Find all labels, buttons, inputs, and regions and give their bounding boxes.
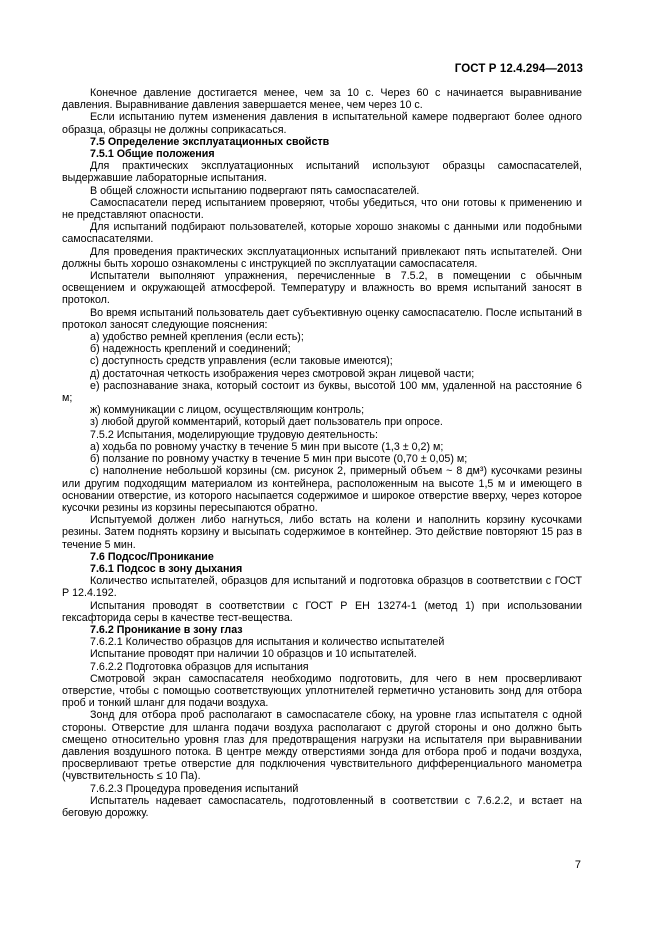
paragraph: с) наполнение небольшой корзины (см. рисунок 2, примерный объем ~ 8 дм³) кусочками резины или другим подходящим материалом из контейнера, расположенным на высоте 1,5 м и имеющего в основании отверстие, из которого насыпается содержимое и широкое отверстие вверху, через которое кусочки резины из корзины пересыпаются обратно. — [62, 465, 582, 514]
paragraph: Испытатели выполняют упражнения, перечисленные в 7.5.2, в помещении с обычным освещением и окружающей атмосферой. Температуру и влажность во время испытаний заносят в протокол. — [62, 270, 582, 307]
paragraph: Самоспасатели перед испытанием проверяют, чтобы убедиться, что они готовы к применению и не представляют опасности. — [62, 196, 582, 222]
paragraph: 7.6.2.1 Количество образцов для испытания и количество испытателей — [90, 636, 445, 649]
paragraph: Смотровой экран самоспасателя необходимо подготовить, для чего в нем просверливают отверстие, чтобы с помощью соответствующих уплотнителей герметично установить зонд для отбора проб и тонкий шланг для подачи воздуха. — [62, 672, 582, 710]
paragraph: В общей сложности испытанию подвергают пять самоспасателей. — [90, 184, 420, 197]
paragraph: Испытание проводят при наличии 10 образцов и 10 испытателей. — [90, 648, 417, 661]
paragraph: Количество испытателей, образцов для испытаний и подготовка образцов в соответствии с ГОСТ Р 12.4.192. — [62, 575, 582, 600]
section-heading: 7.6 Подсос/Проникание — [90, 550, 214, 563]
paragraph: б) ползание по ровному участку в течение 5 мин при высоте (0,70 ± 0,05) м; — [90, 453, 468, 466]
section-heading: 7.6.2 Проникание в зону глаз — [90, 623, 243, 636]
paragraph: Конечное давление достигается менее, чем за 10 с. Через 60 с начинается выравнивание давления. Выравнивание давления завершается менее, чем через 10 с. — [62, 87, 582, 112]
paragraph: ж) коммуникации с лицом, осуществляющим контроль; — [90, 404, 365, 417]
paragraph: 7.6.2.3 Процедура проведения испытаний — [90, 782, 299, 795]
paragraph: а) удобство ремней крепления (если есть); — [90, 331, 304, 344]
paragraph: Если испытанию путем изменения давления в испытательной камере подвергают более одного образца, образцы не должны соприкасаться. — [62, 111, 582, 136]
page-number: 7 — [574, 859, 581, 871]
paragraph: Испытания проводят в соответствии с ГОСТ Р ЕН 13274-1 (метод 1) при использовании гексафторида серы в качестве тест-вещества. — [62, 599, 582, 624]
section-heading: 7.5.1 Общие положения — [90, 148, 215, 161]
paragraph: 7.6.2.2 Подготовка образцов для испытания — [90, 660, 309, 673]
paragraph: 7.5.2 Испытания, моделирующие трудовую деятельность: — [90, 428, 378, 441]
paragraph: Для проведения практических эксплуатационных испытаний привлекают пять испытателей. Они должны быть хорошо ознакомлены с инструкцией по эксплуатации самоспасателя. — [62, 245, 582, 270]
section-heading: 7.5 Определение эксплуатационных свойств — [90, 135, 330, 148]
document-body — [62, 87, 582, 819]
section-heading: 7.6.1 Подсос в зону дыхания — [90, 562, 243, 575]
paragraph: д) достаточная четкость изображения через смотровой экран лицевой части; — [90, 367, 475, 380]
paragraph: з) любой другой комментарий, который дает пользователь при опросе. — [90, 416, 443, 429]
paragraph: б) надежность креплений и соединений; — [90, 343, 291, 356]
paragraph: Испытуемой должен либо нагнуться, либо встать на колени и наполнить корзину кусочками резины. Затем поднять корзину и высыпать содержимое в контейнер. Это действие повторяют 15 раз в течение 5 мин. — [62, 514, 582, 551]
paragraph: Для практических эксплуатационных испытаний используют образцы самоспасателей, выдержавшие лабораторные испытания. — [62, 160, 582, 185]
paragraph: а) ходьба по ровному участку в течение 5 мин при высоте (1,3 ± 0,2) м; — [90, 440, 444, 453]
paragraph: Испытатель надевает самоспасатель, подготовленный в соответствии с 7.6.2.2, и встает на беговую дорожку. — [62, 794, 582, 819]
document-header: ГОСТ Р 12.4.294—2013 — [454, 63, 583, 75]
paragraph: с) доступность средств управления (если таковые имеются); — [90, 355, 393, 368]
paragraph: Для испытаний подбирают пользователей, которые хорошо знакомы с данными или подобными самоспасателями. — [62, 221, 582, 246]
paragraph: е) распознавание знака, который состоит из буквы, высотой 100 мм, удаленной на расстояние 6 м; — [62, 379, 582, 405]
paragraph: Зонд для отбора проб располагают в самоспасателе сбоку, на уровне глаз испытателя с одной стороны. Отверстие для шланга подачи воздуха располагают с другой стороны и оно должно быть смещено относительно уровня глаз для предотвращения нагрузки на испытателя при выравнивании давления воздушного потока. В центре между отверстиями зонда для отбора проб и подачи воздуха, просверливают третье отверстие для подключения чувствительного дифференциального манометра (чувствительность ≤ 10 Па). — [62, 709, 582, 783]
paragraph: Во время испытаний пользователь дает субъективную оценку самоспасателю. После испытаний в протокол заносят следующие пояснения: — [62, 306, 582, 331]
